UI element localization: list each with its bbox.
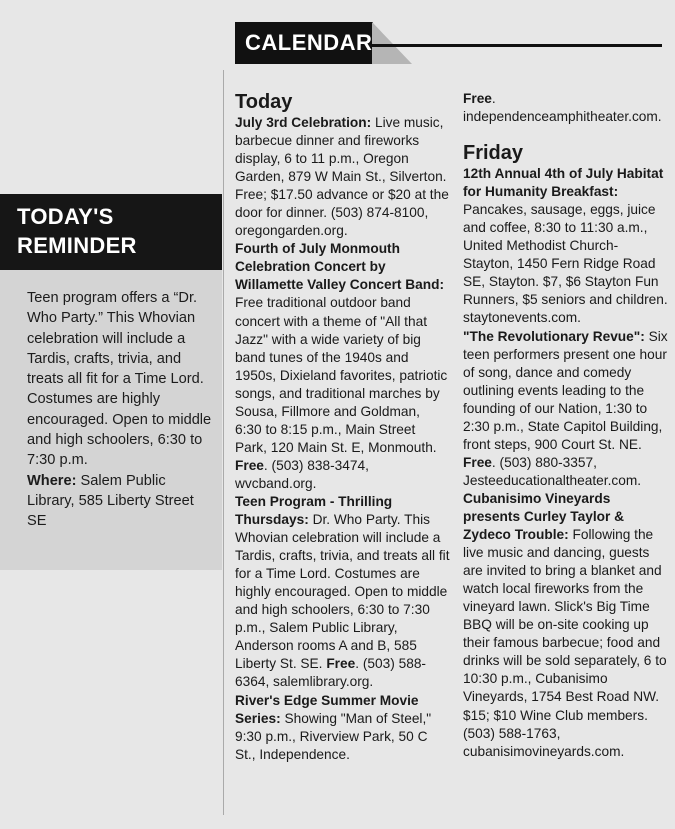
- event-title: 12th Annual 4th of July Habitat for Humanity Breakfast:: [463, 166, 664, 200]
- event-entry: [463, 490, 668, 761]
- reminder-title-line1: TODAY'S: [17, 204, 114, 229]
- event-title: River's Edge Summer Movie Series:: [235, 692, 419, 726]
- friday-column: [463, 90, 668, 761]
- reminder-where: [27, 471, 214, 532]
- event-text: Following the live music and dancing, guests are invited to bring a blanket and watch local fireworks from the vineyard lawn. Slick's Big Time BBQ will be on-site cooking up their famous barbecue; food and drinks will be sold separately, 6 to 10:30 p.m., Cubanisimo Vineyards, 1754 Best Road NW. $15; $10 Wine Club members. (503) 588-1763, cubanisimovineyards.com.: [463, 527, 667, 759]
- event-free: Free: [326, 656, 356, 672]
- event-text: Six teen performers present one hour of song, dance and comedy outlining events leading to the founding of our Nation, 1:30 to 2:30 p.m., State Capitol Building, front steps, 900 Court St. NE.: [463, 328, 668, 452]
- reminder-title-line2: REMINDER: [17, 233, 137, 258]
- event-tail: . independenceamphitheater.com.: [463, 91, 662, 125]
- reminder-where-text: Salem Public Library, 585 Liberty Street SE: [27, 472, 194, 530]
- event-title: Teen Program - Thrilling Thursdays:: [235, 493, 393, 528]
- event-title: "The Revolutionary Revue":: [463, 328, 645, 344]
- event-entry: [235, 692, 450, 764]
- event-tail: . (503) 588-6364, salemlibrary.org.: [235, 656, 426, 690]
- column-divider: [223, 70, 224, 815]
- calendar-header: CALENDAR: [235, 22, 373, 64]
- reminder-title: [0, 194, 222, 270]
- event-text: Showing "Man of Steel," 9:30 p.m., Riverview Park, 50 C St., Independence.: [235, 710, 432, 762]
- event-entry: [235, 240, 450, 493]
- event-title: Fourth of July Monmouth Celebration Concert by Willamette Valley Concert Band:: [235, 241, 445, 293]
- event-free: Free: [463, 91, 492, 106]
- event-tail: . (503) 880-3357, Jesteeducationaltheater.com.: [463, 454, 642, 488]
- event-tail: . (503) 838-3474, wvcband.org.: [235, 457, 369, 491]
- carryover-entry: [463, 90, 668, 126]
- event-text: Free traditional outdoor band concert with a theme of "All that Jazz" with a wide variety of big band tunes of the 1940s and 1950s, Dixieland favorites, patriotic songs, and traditional marches by Sousa, Fillmore and Goldman, 6:30 to 8:15 p.m., Main Street Park, 120 Main St. E, Monmouth.: [235, 295, 448, 455]
- event-title: July 3rd Celebration:: [235, 115, 372, 130]
- reminder-where-label: Where:: [27, 472, 77, 489]
- header-rule: [372, 44, 662, 47]
- event-text: Dr. Who Party. This Whovian celebration will include a Tardis, crafts, trivia, and treats all fit for a Time Lord. Costumes are highly encouraged. Open to middle and high schoolers, 6:30 to 7:30 p.m., Salem Public Library, Anderson rooms A and B, 585 Liberty St. SE.: [235, 512, 450, 672]
- section-gap: [463, 126, 668, 141]
- event-text: Live music, barbecue dinner and fireworks display, 6 to 11 p.m., Oregon Garden, 879 W Main St., Silverton. Free; $17.50 advance or $20 at the door for dinner. (503) 874-8100, oregongarden.org.: [235, 115, 449, 239]
- reminder-body: Teen program offers a “Dr. Who Party.” This Whovian celebration will include a Tardis, crafts, trivia, and treats all fit for a Time Lord. Costumes are highly encouraged. Open to middle and high schoolers, 6:30 to 7:30 p.m.: [27, 290, 212, 469]
- event-entry: [463, 165, 668, 327]
- event-text: Pancakes, sausage, eggs, juice and coffee, 8:30 to 11:30 a.m., United Methodist Church-Stayton, 1450 Fern Ridge Road SE, Stayton. $7, $6 Stayton Fun Runners, $5 seniors and children. staytonevents.com.: [463, 202, 668, 326]
- friday-heading: Friday: [463, 142, 524, 165]
- today-heading: Today: [235, 91, 293, 113]
- event-entry: [235, 493, 450, 692]
- event-entry: [463, 328, 668, 490]
- today-column: [235, 90, 450, 764]
- header-notch-decoration: [372, 22, 412, 64]
- reminder-box: [0, 270, 222, 570]
- event-free: Free: [235, 457, 264, 473]
- event-entry: [235, 114, 450, 240]
- event-free: Free: [463, 454, 492, 470]
- event-title: Cubanisimo Vineyards presents Curley Taylor & Zydeco Trouble:: [463, 490, 625, 543]
